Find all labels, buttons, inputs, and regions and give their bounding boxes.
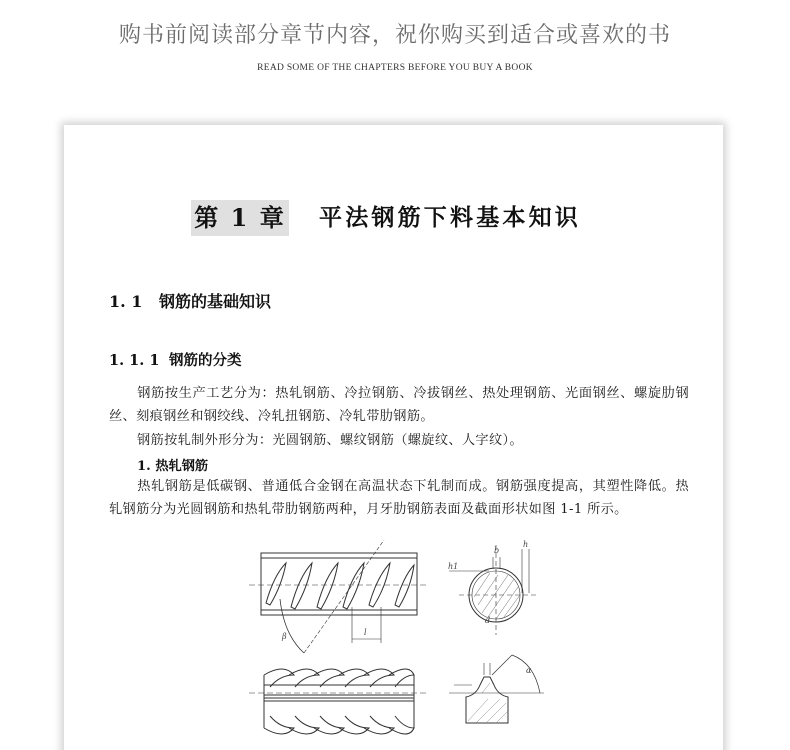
banner-subtitle: READ SOME OF THE CHAPTERS BEFORE YOU BUY A BOOK	[257, 63, 533, 73]
label-d: d	[485, 616, 491, 625]
label-h: h	[523, 540, 529, 549]
label-alpha: α	[526, 666, 532, 675]
subsection-heading	[109, 349, 242, 370]
chapter-heading	[64, 200, 723, 238]
chapter-title: 平法钢筋下料基本知识	[319, 205, 581, 231]
label-h1: h1	[448, 562, 459, 571]
rebar-diagram-image	[244, 535, 564, 750]
book-page	[64, 125, 723, 750]
label-beta: β	[282, 632, 287, 641]
item-heading: 1. 热轧钢筋	[137, 459, 209, 474]
paragraph-production-process	[109, 382, 689, 428]
section-title: 钢筋的基础知识	[159, 292, 272, 311]
paragraph-rolled-shape	[109, 429, 689, 452]
paragraph-text: 钢筋按生产工艺分为：热轧钢筋、冷拉钢筋、冷拔钢丝、热处理钢筋、光面钢丝、螺旋肋钢丝、刻痕钢丝和钢绞线、冷轧扭钢筋、冷轧带肋钢筋。	[109, 386, 689, 424]
paragraph-hot-rolled	[109, 475, 689, 521]
subsection-number: 1. 1. 1	[109, 352, 160, 369]
paragraph-text: 钢筋按轧制外形分为：光圆钢筋、螺纹钢筋（螺旋纹、人字纹）。	[137, 433, 523, 448]
section-number: 1. 1	[109, 292, 143, 311]
section-heading	[109, 289, 271, 312]
banner-title: 购书前阅读部分章节内容，祝你购买到适合或喜欢的书	[118, 23, 671, 48]
paragraph-text: 热轧钢筋是低碳钢、普通低合金钢在高温状态下轧制而成。钢筋强度提高，其塑性降低。热轧钢筋分为光圆钢筋和热轧带肋钢筋两种，月牙肋钢筋表面及截面形状如图 1-1 所示。	[109, 479, 689, 517]
chapter-label: 第 1 章	[191, 200, 289, 236]
label-l: l	[364, 628, 367, 637]
subsection-title: 钢筋的分类	[169, 352, 242, 369]
label-b: b	[494, 546, 500, 555]
figure-rebar-crescent-rib	[244, 535, 564, 750]
